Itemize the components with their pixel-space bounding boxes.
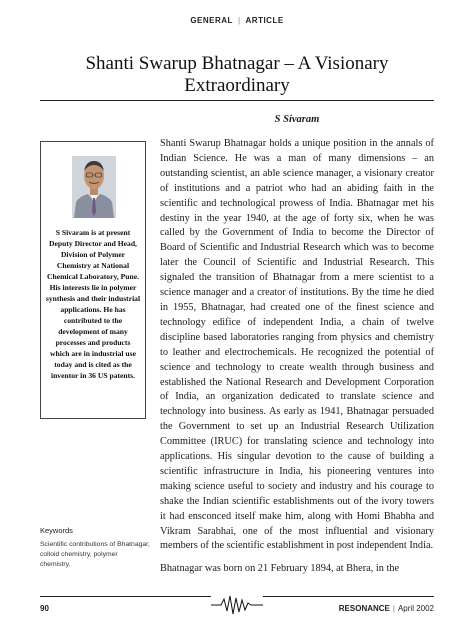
header-separator: |	[237, 16, 241, 25]
keywords-heading: Keywords	[40, 526, 73, 535]
keywords-list: Scientific contributions of Bhatnagar, colloid chemistry, polymer chemistry.	[40, 541, 150, 568]
journal-separator: |	[392, 604, 395, 613]
article-type-label: ARTICLE	[245, 16, 284, 25]
page-number: 90	[40, 604, 49, 613]
body-paragraph: Shanti Swarup Bhatnagar holds a unique position in the annals of Indian Science. He was a man of many dimensions – an outstanding scientist, an able science manager, a visionary creator of institutions and a patriot who had an abiding faith in the scientific and technological prowess of India. Bhatnagar met his destiny in the year 1940, at the age of forty six, when he was called by the Government of India to become the Director of Board of Scientific and Industrial Research which was to become later the Council of Scientific and Industrial Research. This signaled the transition of Bhatnagar from a mere scientist to a science manager and a creator of institutions. By the time he died in 1955, Bhatnagar, had created one of the finest science and technology edifice of independent India, a chain of twelve discipline based laboratories ranging from physics and chemistry to leather and electrochemicals. He recognized the potential of science and technology to create wealth through business and established the National Research and Development Corporation of India, an organization dedicated to translate science and technology into business. As early as 1941, Bhatnagar persuaded the Government to set up an Industrial Research Utilization Committee (IRUC) for translating science and technology into applications. His singular devotion to the cause of building a scientific infrastructure in India, his pioneering ventures into making science useful to society and industry and his courage to shake the Indian scientific establishments out of the ivory towers it had ensconced itself make him, along with Homi Bhabha and Vikram Sarabhai, one of the most influential and visionary members of the scientific establishment in post independent India.	[160, 138, 434, 552]
journal-name: RESONANCE	[338, 604, 390, 613]
author-photo	[72, 156, 116, 218]
author-bio: S Sivaram is at present Deputy Director and Head, Division of Polymer Chemistry at National Chemical Laboratory, Pune. His interests lie in polymer synthesis and their industrial applications. He has contributed to the development of many processes and products which are in industrial use today and is cited as the inventor in 36 US patents.	[45, 228, 141, 380]
journal-info	[339, 604, 434, 613]
article-body	[160, 137, 434, 577]
article-author: S Sivaram	[274, 114, 320, 125]
issue-date: April 2002	[397, 604, 434, 613]
author-bio-box	[40, 141, 146, 419]
running-header	[0, 16, 474, 25]
article-title: Shanti Swarup Bhatnagar – A Visionary Extraordinary	[85, 53, 389, 96]
title-rule	[40, 100, 434, 101]
author-portrait-image	[72, 156, 116, 218]
waveform-logo-icon	[211, 594, 263, 616]
section-label: GENERAL	[190, 16, 233, 25]
body-paragraph: Bhatnagar was born on 21 February 1894, at Bhera, in the	[160, 563, 400, 575]
